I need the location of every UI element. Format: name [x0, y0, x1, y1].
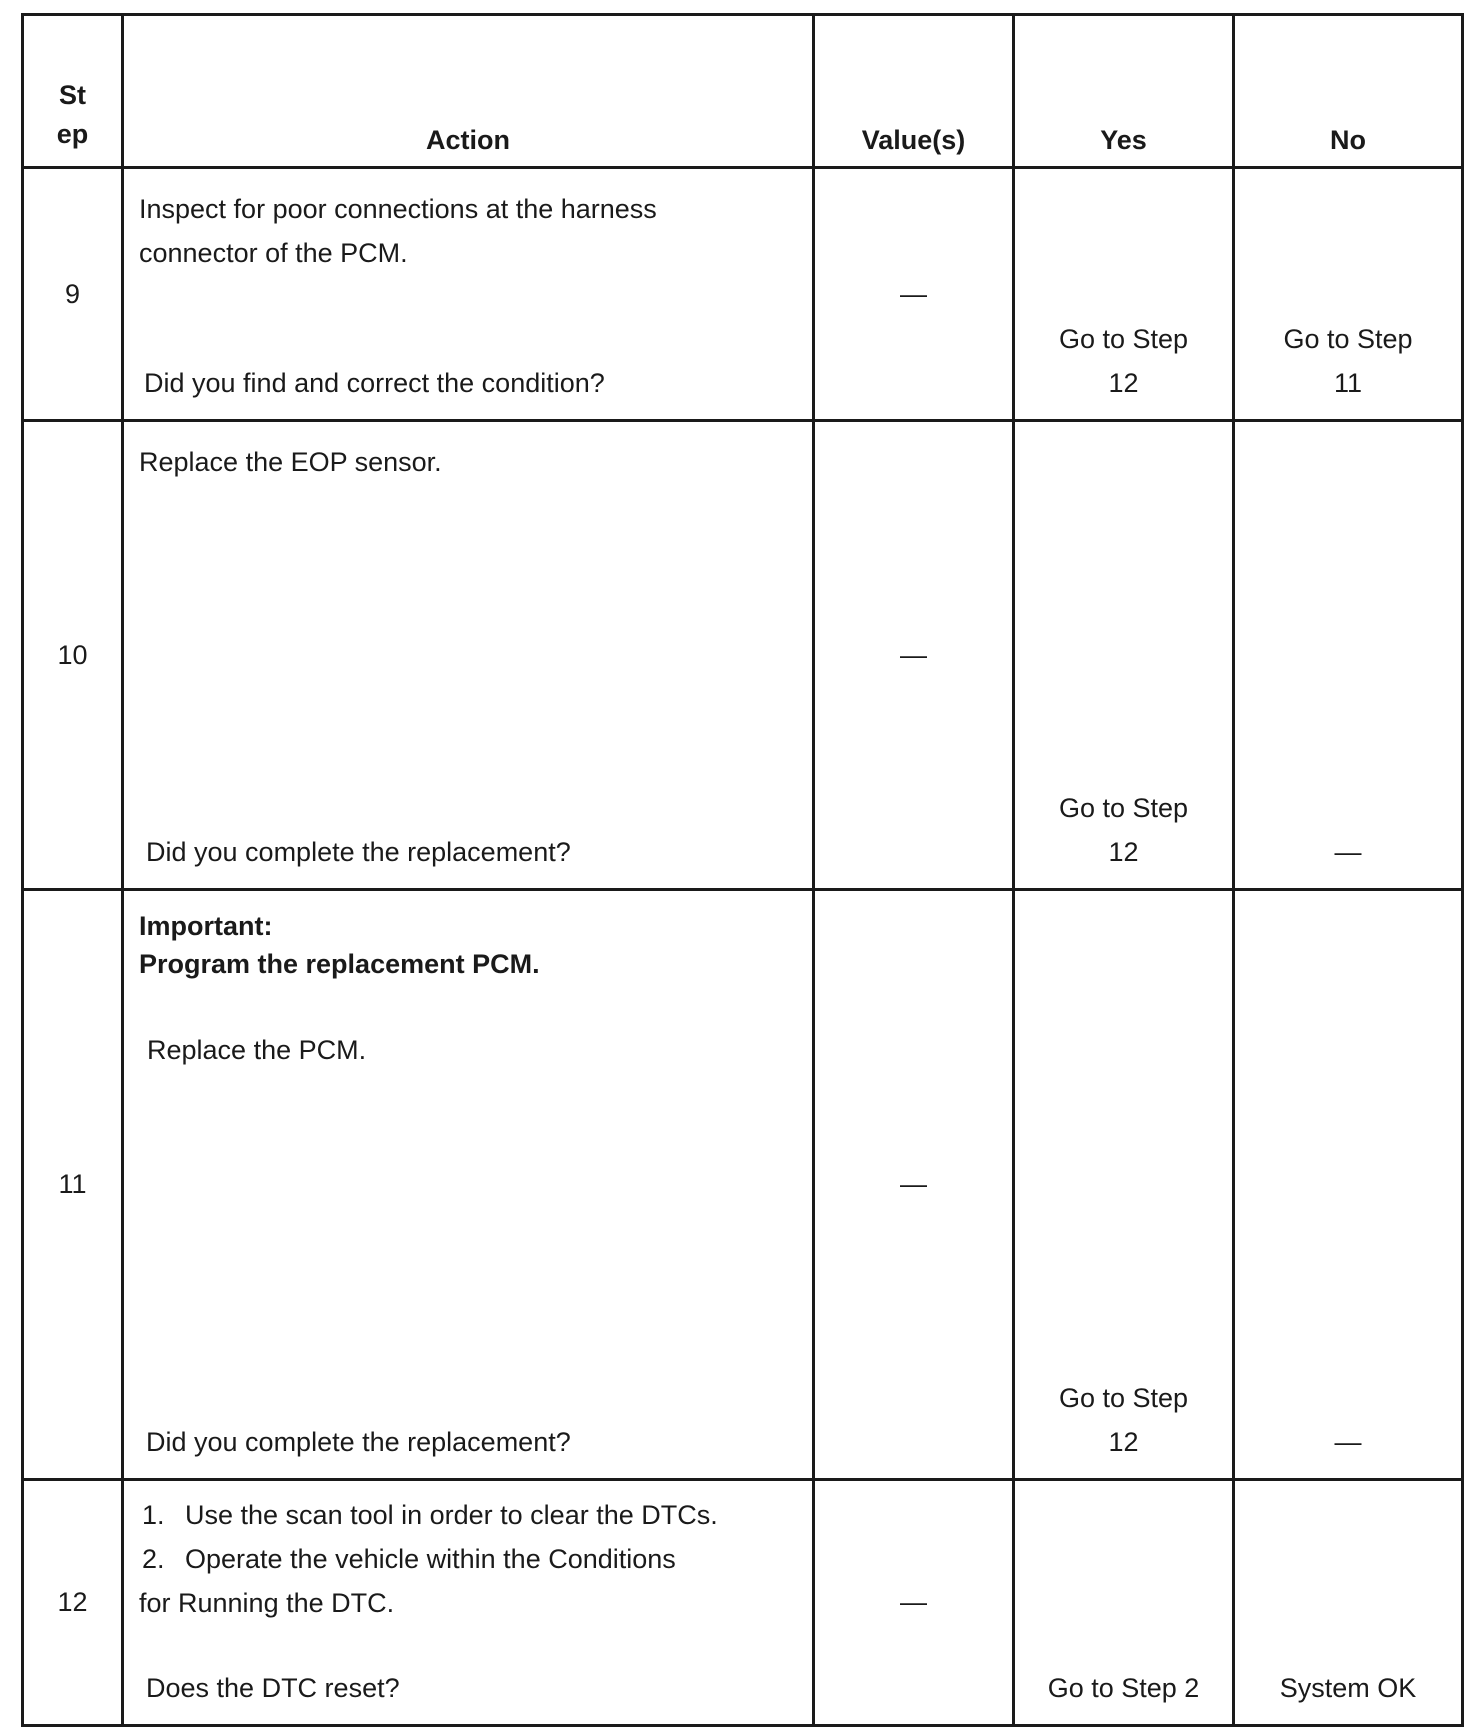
no-goto-step: 11	[1333, 368, 1363, 398]
yes-cell	[1014, 168, 1234, 421]
action-list	[139, 1493, 802, 1625]
table-row	[23, 1480, 1463, 1726]
action-instruction: Replace the PCM.	[147, 1035, 367, 1065]
action-question: Did you complete the replacement?	[146, 1427, 571, 1457]
list-item	[139, 1537, 802, 1581]
no-cell	[1234, 1480, 1463, 1726]
yes-cell	[1014, 890, 1234, 1480]
header-step-line2: ep	[56, 119, 89, 149]
header-row	[23, 15, 1463, 168]
diagnostic-table	[21, 13, 1464, 1727]
step-number: 12	[23, 1480, 123, 1726]
table-row	[23, 890, 1463, 1480]
yes-goto-label: Go to Step	[1058, 793, 1189, 823]
header-values: Value(s)	[814, 15, 1014, 168]
yes-goto-label: Go to Step	[1058, 324, 1189, 354]
list-item-number: 2.	[142, 1544, 165, 1574]
no-cell	[1234, 421, 1463, 890]
yes-goto-label: Go to Step	[1058, 1383, 1189, 1413]
yes-goto-step: 12	[1108, 368, 1139, 398]
no-value: —	[1334, 837, 1362, 867]
action-question: Does the DTC reset?	[146, 1673, 400, 1703]
header-no: No	[1234, 15, 1463, 168]
yes-cell	[1014, 1480, 1234, 1726]
table-row	[23, 421, 1463, 890]
yes-cell	[1014, 421, 1234, 890]
action-instruction: Inspect for poor connections at the harness connector of the PCM.	[139, 194, 657, 268]
value-cell: —	[814, 1480, 1014, 1726]
header-step	[23, 15, 123, 168]
no-goto-label: Go to Step	[1283, 324, 1413, 354]
important-note	[139, 907, 802, 983]
action-question: Did you find and correct the condition?	[144, 368, 605, 398]
value-cell: —	[814, 168, 1014, 421]
value-cell: —	[814, 890, 1014, 1480]
step-number: 10	[23, 421, 123, 890]
list-item	[139, 1493, 802, 1537]
list-item-text: Use the scan tool in order to clear the DTCs.	[185, 1500, 718, 1530]
action-cell	[123, 421, 814, 890]
table-row	[23, 168, 1463, 421]
yes-goto: Go to Step 2	[1047, 1673, 1200, 1703]
list-item-text: Operate the vehicle within the Conditions	[185, 1544, 676, 1574]
step-number: 9	[23, 168, 123, 421]
no-value: System OK	[1279, 1673, 1417, 1703]
value-cell: —	[814, 421, 1014, 890]
list-item-number: 1.	[142, 1500, 165, 1530]
no-cell	[1234, 168, 1463, 421]
header-step-line1: St	[59, 80, 86, 110]
yes-goto-step: 12	[1108, 1427, 1139, 1457]
step-number: 11	[23, 890, 123, 1480]
yes-goto-step: 12	[1108, 837, 1139, 867]
no-cell	[1234, 890, 1463, 1480]
action-instruction: Replace the EOP sensor.	[139, 447, 442, 477]
list-continuation: for Running the DTC.	[139, 1588, 395, 1618]
no-value: —	[1334, 1427, 1362, 1457]
header-action: Action	[123, 15, 814, 168]
important-label: Important:	[139, 911, 273, 941]
action-question: Did you complete the replacement?	[146, 837, 571, 867]
action-cell	[123, 168, 814, 421]
action-cell	[123, 890, 814, 1480]
header-yes: Yes	[1014, 15, 1234, 168]
important-text: Program the replacement PCM.	[139, 949, 540, 979]
action-cell	[123, 1480, 814, 1726]
